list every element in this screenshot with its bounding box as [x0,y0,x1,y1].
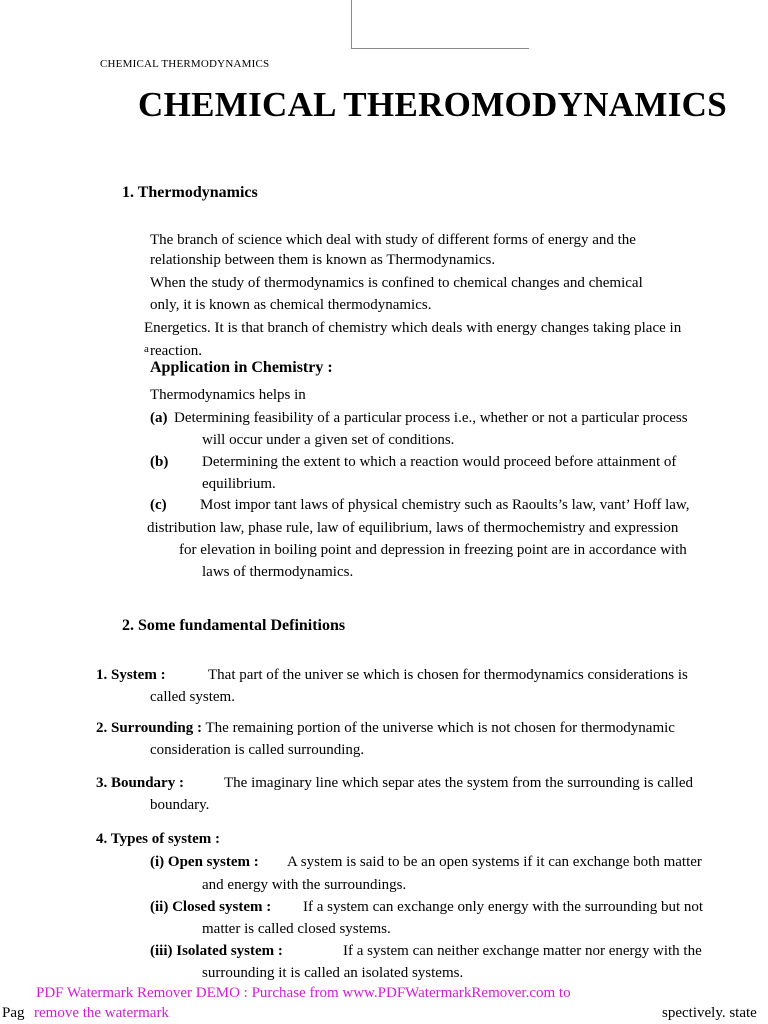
header-box [351,0,529,49]
paragraph-line: When the study of thermodynamics is confined to chemical changes and chemical [150,275,643,291]
definition-label-system: 1. System : [96,667,166,683]
definition-surrounding [96,717,675,739]
paragraph-line: only, it is known as chemical thermodynamics. [150,297,432,313]
paragraph-fragment: a [144,343,149,355]
definition-line: consideration is called surrounding. [150,742,365,758]
definition-line: That part of the univer se which is chosen for thermodynamics considerations is [208,667,688,683]
definition-label-surrounding: 2. Surrounding : [96,720,203,736]
item-c-line: distribution law, phase rule, law of equilibrium, laws of thermochemistry and expression [147,520,679,536]
item-b-line: equilibrium. [202,476,276,492]
section-heading-definitions: 2. Some fundamental Definitions [122,617,346,634]
type-label-isolated: (iii) Isolated system : [150,943,283,959]
item-label-c: (c) [150,497,167,513]
subheading-application: Application in Chemistry : [150,359,333,376]
item-label-b: (b) [150,454,169,470]
item-label-a: (a) [150,410,168,426]
definition-label-types: 4. Types of system : [96,831,221,847]
type-line: If a system can exchange only energy with the surrounding but not [303,899,704,915]
type-line: surrounding it is called an isolated systems. [202,965,464,981]
paragraph-line: reaction. [150,343,203,359]
application-intro: Thermodynamics helps in [150,387,306,403]
type-line: matter is called closed systems. [202,921,391,937]
page-title: CHEMICAL THEROMODYNAMICS [138,85,727,124]
running-header: CHEMICAL THERMODYNAMICS [100,58,270,70]
page-footer-fragment: Pag [2,1005,25,1021]
paragraph-line: relationship between them is known as Thermodynamics. [150,252,496,268]
paragraph-line: The branch of science which deal with study of different forms of energy and the [150,232,636,248]
type-label-open: (i) Open system : [150,854,259,870]
watermark-line: PDF Watermark Remover DEMO : Purchase from www.PDFWatermarkRemover.com to [36,985,571,1001]
section-heading-thermodynamics: 1. Thermodynamics [122,184,258,201]
definition-line: boundary. [150,797,210,813]
item-a-line: will occur under a given set of conditions. [202,432,455,448]
type-label-closed: (ii) Closed system : [150,899,272,915]
type-line: If a system can neither exchange matter nor energy with the [343,943,702,959]
item-c-line: laws of thermodynamics. [202,564,354,580]
item-c-line: for elevation in boiling point and depression in freezing point are in accordance with [179,542,687,558]
footer-trailing-fragment: spectively. state [662,1005,757,1021]
definition-line: The remaining portion of the universe which is not chosen for thermodynamic [202,720,675,736]
type-line: A system is said to be an open systems if it can exchange both matter [287,854,702,870]
watermark-line: remove the watermark [34,1005,169,1021]
definition-label-boundary: 3. Boundary : [96,775,184,791]
definition-line: The imaginary line which separ ates the system from the surrounding is called [224,775,694,791]
item-c-line: Most impor tant laws of physical chemistry such as Raoults’s law, vant’ Hoff law, [200,497,690,513]
item-a-line: Determining feasibility of a particular process i.e., whether or not a particular process [174,410,688,426]
definition-line: called system. [150,689,235,705]
paragraph-line: Energetics. It is that branch of chemistry which deals with energy changes taking place in [144,320,682,336]
type-line: and energy with the surroundings. [202,877,407,893]
item-b-line: Determining the extent to which a reaction would proceed before attainment of [202,454,677,470]
